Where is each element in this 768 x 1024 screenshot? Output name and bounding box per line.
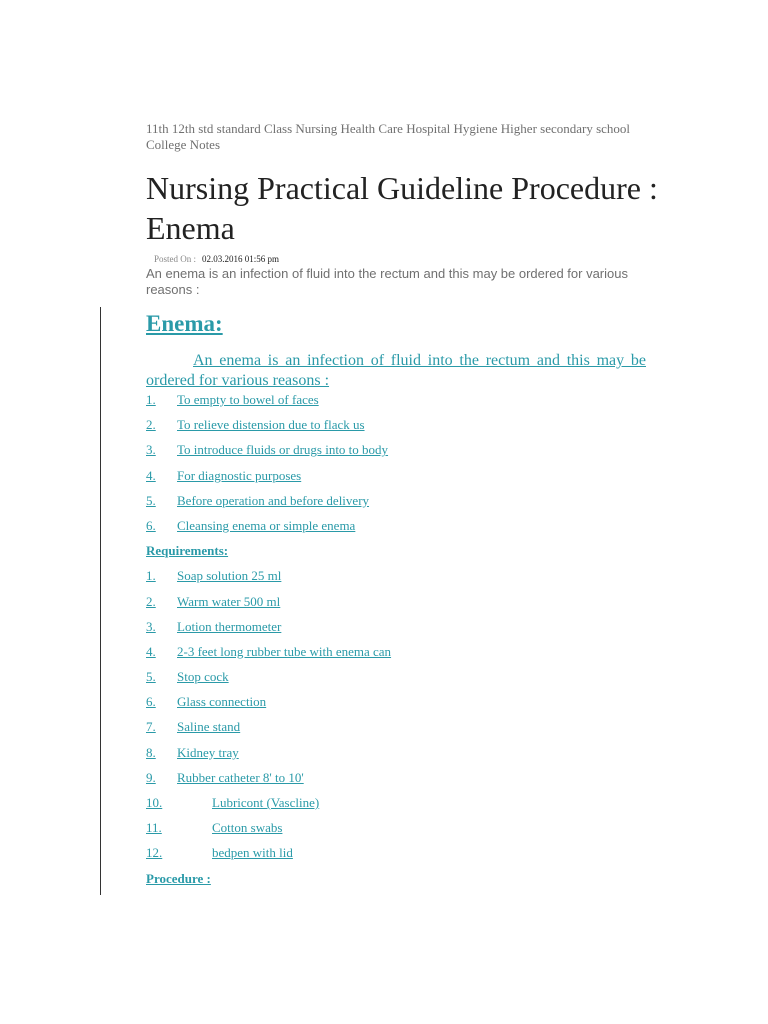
list-number: 9.	[146, 769, 156, 785]
list-item[interactable]	[146, 643, 646, 668]
list-number: 7.	[146, 719, 156, 735]
list-item[interactable]	[146, 467, 646, 492]
procedure-heading[interactable]: Procedure :	[146, 870, 211, 886]
list-item[interactable]	[146, 844, 646, 869]
reasons-list	[146, 391, 646, 542]
list-item[interactable]	[146, 517, 646, 542]
list-item[interactable]	[146, 693, 646, 718]
list-item[interactable]	[146, 668, 646, 693]
list-number: 4.	[146, 467, 156, 483]
summary-text: An enema is an infection of fluid into the rectum and this may be ordered for various reasons :	[146, 266, 628, 297]
requirements-list	[146, 567, 646, 869]
posted-date: 02.03.2016 01:56 pm	[202, 254, 280, 264]
list-number: 3.	[146, 618, 156, 634]
list-number: 11.	[146, 820, 162, 836]
list-text: Lotion thermometer	[177, 618, 282, 634]
list-text: For diagnostic purposes	[177, 467, 302, 483]
list-number: 4.	[146, 643, 156, 659]
list-item[interactable]	[146, 391, 646, 416]
intro-paragraph[interactable]: An enema is an infection of fluid into the rectum and this may be ordered for various reasons :	[146, 352, 646, 389]
list-text: To relieve distension due to flack us	[177, 417, 365, 433]
list-text: To introduce fluids or drugs into to body	[177, 442, 389, 458]
list-text: 2-3 feet long rubber tube with enema can	[177, 643, 392, 659]
section-heading-enema[interactable]: Enema:	[146, 311, 223, 336]
list-text: Glass connection	[177, 694, 267, 710]
list-text: Kidney tray	[177, 744, 239, 760]
list-item[interactable]	[146, 492, 646, 517]
list-number: 8.	[146, 744, 156, 760]
list-item[interactable]	[146, 718, 646, 743]
list-item[interactable]	[146, 593, 646, 618]
list-number: 2.	[146, 593, 156, 609]
list-number: 6.	[146, 694, 156, 710]
list-text: bedpen with lid	[212, 845, 293, 861]
list-text: Lubricont (Vascline)	[212, 795, 320, 810]
list-number: 12.	[146, 845, 163, 861]
list-text: Rubber catheter 8' to 10'	[177, 769, 304, 785]
list-text: Cotton swabs	[212, 820, 283, 836]
posted-on	[154, 253, 279, 265]
list-text: Before operation and before delivery	[177, 492, 370, 508]
list-number: 5.	[146, 669, 156, 685]
list-item[interactable]	[146, 441, 646, 466]
category-tags: 11th 12th std standard Class Nursing Health Care Hospital Hygiene Higher secondary school College Notes	[146, 121, 631, 152]
list-text: Warm water 500 ml	[177, 593, 281, 609]
left-divider-line	[100, 307, 101, 895]
list-number: 1.	[146, 568, 156, 584]
list-number: 10.	[146, 795, 163, 810]
list-text: Stop cock	[177, 669, 229, 685]
list-text: Cleansing enema or simple enema	[177, 517, 356, 533]
list-number: 6.	[146, 517, 156, 533]
list-item[interactable]	[146, 819, 646, 844]
list-text: To empty to bowel of faces	[177, 392, 319, 407]
posted-label: Posted On :	[154, 254, 197, 264]
article-content	[146, 309, 646, 895]
list-item[interactable]	[146, 618, 646, 643]
list-item[interactable]	[146, 769, 646, 794]
list-item[interactable]	[146, 794, 646, 819]
list-text: Soap solution 25 ml	[177, 568, 282, 584]
list-number: 2.	[146, 417, 156, 433]
list-number: 5.	[146, 492, 156, 508]
list-item[interactable]	[146, 416, 646, 441]
page-title: Nursing Practical Guideline Procedure : Enema	[146, 170, 658, 246]
list-number: 1.	[146, 392, 156, 407]
list-text: Saline stand	[177, 719, 241, 735]
requirements-heading[interactable]: Requirements:	[146, 543, 229, 559]
list-number: 3.	[146, 442, 156, 458]
list-item[interactable]	[146, 567, 646, 592]
list-item[interactable]	[146, 744, 646, 769]
